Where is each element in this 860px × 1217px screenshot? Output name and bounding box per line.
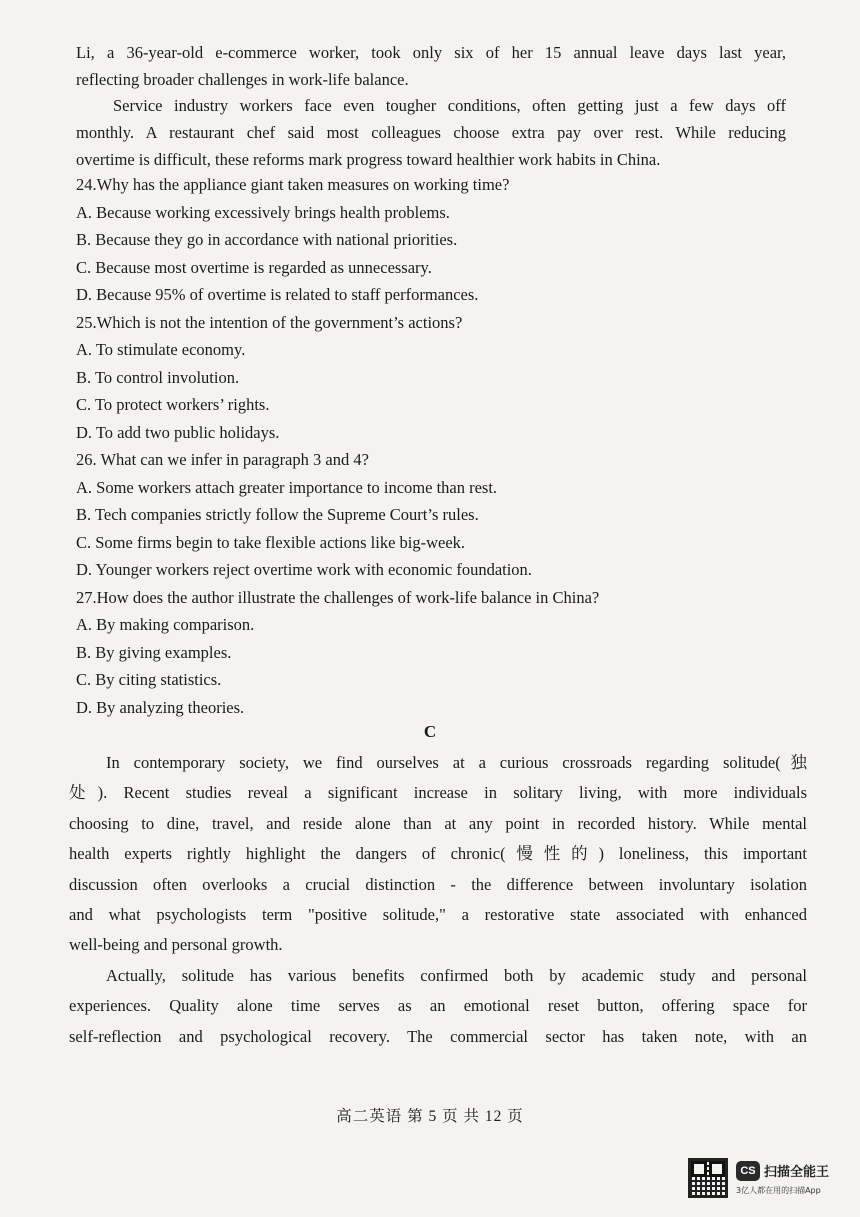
question-stem: 26. What can we infer in paragraph 3 and 4? [76, 450, 369, 469]
passage-line: monthly. A restaurant chef said most colleagues choose extra pay over rest. While reducing [76, 123, 786, 143]
option-d: D. Younger workers reject overtime work with economic foundation. [76, 560, 532, 579]
option-b: B. Because they go in accordance with national priorities. [76, 230, 458, 249]
option-d: D. By analyzing theories. [76, 697, 245, 717]
question-25 [76, 309, 786, 447]
passage-c-paragraph-2 [69, 961, 807, 1052]
option-b: B. To control involution. [76, 367, 240, 387]
passage-line: and what psychologists term "positive solitude," a restorative state associated with enhanced [69, 905, 807, 925]
scanner-app-name: 扫描全能王 [764, 1165, 830, 1180]
qr-code-icon [688, 1158, 728, 1198]
passage-line: discussion often overlooks a crucial distinction - the difference between involuntary isolation [69, 874, 807, 894]
scanner-badge [688, 1158, 848, 1202]
passage-line: self-reflection and psychological recovery. The commercial sector has taken note, with an [69, 1026, 807, 1046]
passage-line: Service industry workers face even tougher conditions, often getting just a few days off [113, 96, 786, 116]
question-stem: 24.Why has the appliance giant taken measures on working time? [76, 175, 510, 194]
section-heading: C [423, 722, 437, 741]
passage-line: health experts rightly highlight the dangers of chronic(慢性的) loneliness, this important [69, 844, 807, 864]
question-27 [76, 584, 786, 722]
passage-line: In contemporary society, we find ourselves at a curious crossroads regarding solitude(独 [106, 753, 807, 772]
passage-line: choosing to dine, travel, and reside alone than at any point in recorded history. While mental [69, 813, 807, 833]
option-b: B. Tech companies strictly follow the Supreme Court’s rules. [76, 505, 479, 524]
question-stem: 25.Which is not the intention of the government’s actions? [76, 312, 463, 332]
option-a: A. By making comparison. [76, 615, 255, 634]
passage-line: reflecting broader challenges in work-life balance. [76, 69, 409, 89]
cs-logo: CS [736, 1161, 760, 1181]
question-list [76, 171, 786, 721]
option-d: D. Because 95% of overtime is related to staff performances. [76, 285, 479, 304]
page-footer: 高二英语 第 5 页 共 12 页 [336, 1108, 524, 1125]
passage-line: Li, a 36-year-old e-commerce worker, took only six of her 15 annual leave days last year, [76, 43, 786, 62]
option-c: C. To protect workers’ rights. [76, 395, 270, 414]
option-d: D. To add two public holidays. [76, 422, 280, 442]
passage-line: well-being and personal growth. [69, 935, 283, 955]
passage-line: experiences. Quality alone time serves as an emotional reset button, offering space for [69, 996, 807, 1016]
option-a: A. To stimulate economy. [76, 340, 246, 359]
scanner-tagline: 3亿人都在用的扫描App [736, 1186, 821, 1195]
option-a: A. Because working excessively brings health problems. [76, 202, 450, 222]
option-c: C. Some firms begin to take flexible actions like big-week. [76, 532, 466, 552]
passage-c-paragraph-1 [69, 748, 807, 961]
option-a: A. Some workers attach greater importance to income than rest. [76, 477, 498, 497]
option-c: C. By citing statistics. [76, 670, 222, 689]
passage-line: overtime is difficult, these reforms mark progress toward healthier work habits in China. [76, 149, 661, 169]
passage-line: 处). Recent studies reveal a significant increase in solitary living, with more individuals [69, 783, 807, 803]
question-stem: 27.How does the author illustrate the challenges of work-life balance in China? [76, 587, 600, 607]
question-26 [76, 446, 786, 584]
option-b: B. By giving examples. [76, 642, 232, 662]
option-c: C. Because most overtime is regarded as unnecessary. [76, 257, 432, 277]
passage-b-tail [76, 40, 786, 174]
question-24 [76, 171, 786, 309]
passage-line: Actually, solitude has various benefits confirmed both by academic study and personal [106, 966, 807, 985]
